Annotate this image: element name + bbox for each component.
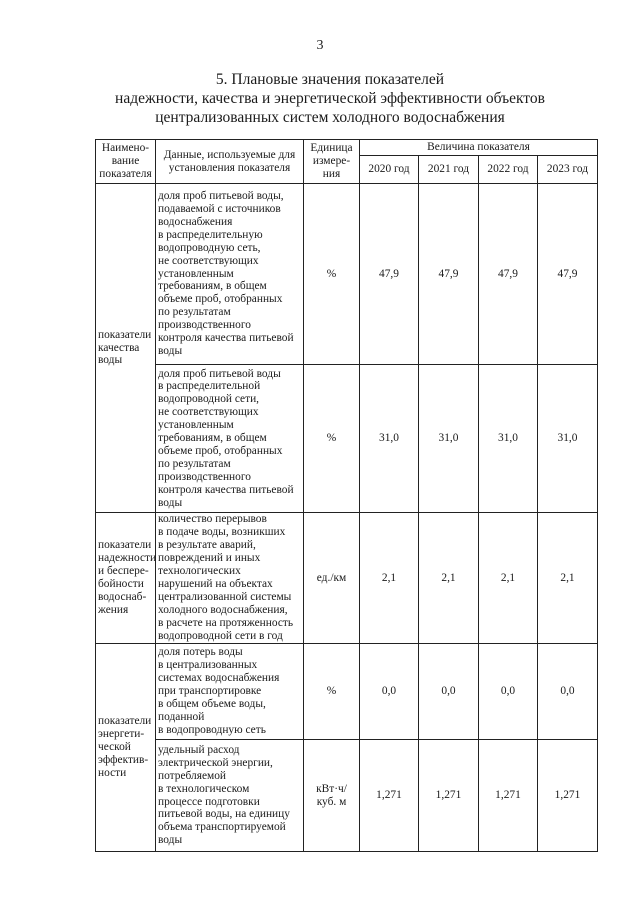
value-2020: 0,0 <box>360 644 419 740</box>
value-2023: 47,9 <box>538 184 598 365</box>
value-2023: 0,0 <box>538 644 598 740</box>
value-2023: 1,271 <box>538 740 598 852</box>
table-row <box>96 184 598 365</box>
heading-line-3: централизованных систем холодного водоснабжения <box>155 109 505 126</box>
value-2022: 47,9 <box>479 184 538 365</box>
row-unit: % <box>304 644 360 740</box>
table-row <box>96 740 598 852</box>
value-2021: 2,1 <box>419 513 479 644</box>
table-row <box>96 513 598 644</box>
row-description: количество перерывов в подаче воды, возникших в результате аварий, повреждений и иных технологических нарушений на объектах централизованной системы холодного водоснабжения, в расчете на протяженность водопроводной сети в год <box>156 513 304 644</box>
document-heading <box>60 70 600 127</box>
row-description: доля потерь воды в централизованных системах водоснабжения при транспортировке в общем объеме воды, поданной в водопроводную сеть <box>156 644 304 740</box>
value-2020: 2,1 <box>360 513 419 644</box>
value-2022: 0,0 <box>479 644 538 740</box>
row-unit: % <box>304 184 360 365</box>
value-2020: 31,0 <box>360 365 419 513</box>
value-2023: 31,0 <box>538 365 598 513</box>
header-indicator-value: Величина показателя <box>360 140 598 156</box>
value-2022: 1,271 <box>479 740 538 852</box>
header-year-2020: 2020 год <box>360 156 419 184</box>
header-unit: Единица измере- ния <box>304 140 360 184</box>
value-2021: 1,271 <box>419 740 479 852</box>
row-description: удельный расход электрической энергии, потребляемой в технологическом процессе подготовки питьевой воды, на единицу объема транспортируемой воды <box>156 740 304 852</box>
value-2021: 47,9 <box>419 184 479 365</box>
header-year-2022: 2022 год <box>479 156 538 184</box>
page-number: 3 <box>316 38 324 53</box>
indicators-table <box>95 139 598 852</box>
header-indicator-name: Наимено- вание показателя <box>96 140 156 184</box>
value-2020: 1,271 <box>360 740 419 852</box>
row-description: доля проб питьевой воды в распределительной водопроводной сети, не соответствующих установленным требованиям, в общем объеме проб, отобранных по результатам производственного контроля качества питьевой воды <box>156 365 304 513</box>
heading-line-1: 5. Плановые значения показателей <box>215 71 445 88</box>
row-unit: кВт·ч/ куб. м <box>304 740 360 852</box>
header-year-2021: 2021 год <box>419 156 479 184</box>
value-2021: 31,0 <box>419 365 479 513</box>
heading-line-2: надежности, качества и энергетической эффективности объектов <box>115 90 545 107</box>
group-water-quality: показатели качества воды <box>96 184 156 513</box>
group-reliability: показатели надежности и беспере- бойности водоснаб- жения <box>96 513 156 644</box>
value-2023: 2,1 <box>538 513 598 644</box>
value-2021: 0,0 <box>419 644 479 740</box>
group-energy-efficiency: показатели энергети- ческой эффектив- ности <box>96 644 156 852</box>
value-2022: 2,1 <box>479 513 538 644</box>
value-2022: 31,0 <box>479 365 538 513</box>
table-row <box>96 644 598 740</box>
value-2020: 47,9 <box>360 184 419 365</box>
row-unit: ед./км <box>304 513 360 644</box>
header-year-2023: 2023 год <box>538 156 598 184</box>
header-source-data: Данные, используемые для установления показателя <box>156 140 304 184</box>
row-unit: % <box>304 365 360 513</box>
table-row <box>96 365 598 513</box>
row-description: доля проб питьевой воды, подаваемой с источников водоснабжения в распределительную водопроводную сеть, не соответствующих установленным требованиям, в общем объеме проб, отобранных по результатам производственного контроля качества питьевой воды <box>156 184 304 365</box>
